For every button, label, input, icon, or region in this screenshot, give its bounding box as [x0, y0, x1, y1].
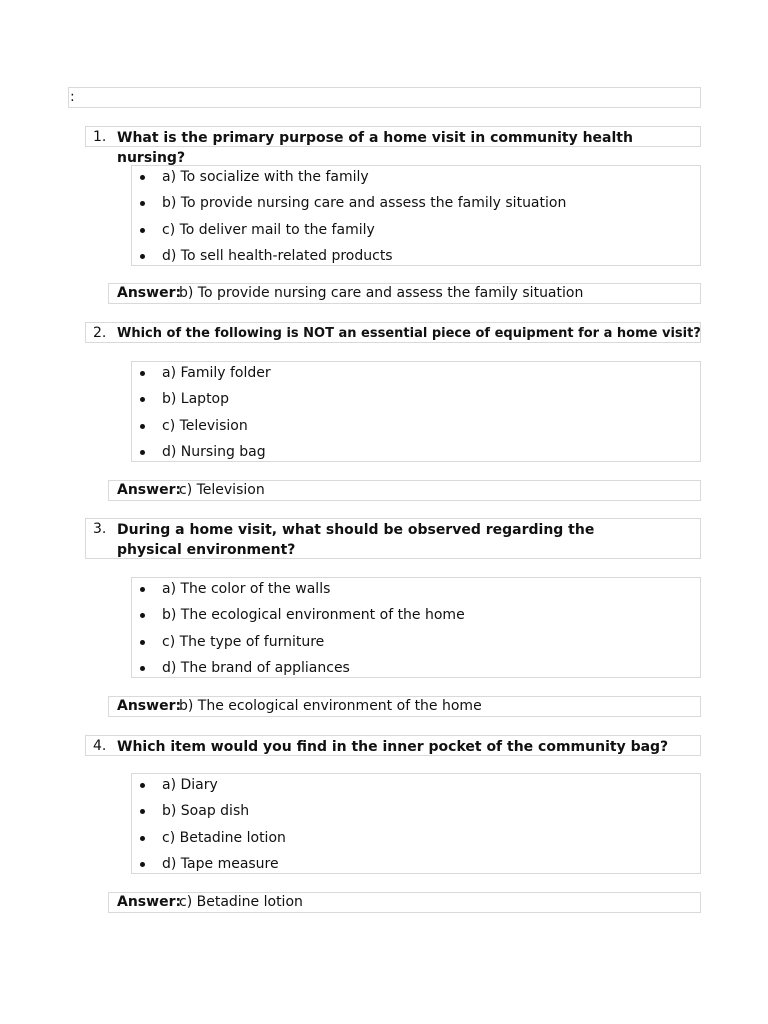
bullet-icon: [140, 640, 145, 645]
option-item: a) The color of the walls: [132, 579, 700, 599]
answer-text: b) To provide nursing care and assess the family situation: [179, 285, 584, 301]
bullet-icon: [140, 666, 145, 671]
options-list-4: [131, 773, 701, 874]
answer-line-2: [108, 480, 701, 501]
option-item: c) Betadine lotion: [132, 828, 700, 848]
answer-line-1: [108, 283, 701, 304]
answer-text: b) The ecological environment of the home: [179, 698, 482, 714]
question-number: 1.: [93, 129, 107, 145]
options-list-3: [131, 577, 701, 678]
option-item: b) Laptop: [132, 389, 700, 409]
options-list-2: [131, 361, 701, 462]
question-3: [85, 518, 701, 559]
bullet-icon: [140, 175, 145, 180]
question-text: What is the primary purpose of a home visit in community health nursing?: [117, 130, 633, 166]
bullet-icon: [140, 424, 145, 429]
bullet-icon: [140, 371, 145, 376]
question-4: [85, 735, 701, 756]
bullet-icon: [140, 254, 145, 259]
intro-text: :: [70, 89, 75, 105]
option-item: c) Television: [132, 416, 700, 436]
bullet-icon: [140, 783, 145, 788]
option-item: c) To deliver mail to the family: [132, 220, 700, 240]
answer-label: Answer:: [117, 894, 182, 910]
question-number: 2.: [93, 325, 107, 341]
bullet-icon: [140, 228, 145, 233]
option-item: a) Family folder: [132, 363, 700, 383]
bullet-icon: [140, 201, 145, 206]
question-text: Which item would you find in the inner pocket of the community bag?: [117, 739, 669, 755]
question-text: During a home visit, what should be observed regarding the physical environment?: [117, 522, 595, 558]
answer-text: c) Betadine lotion: [179, 894, 303, 910]
option-item: b) The ecological environment of the home: [132, 605, 700, 625]
question-number: 3.: [93, 521, 107, 537]
intro-line: [68, 87, 701, 108]
option-item: b) Soap dish: [132, 801, 700, 821]
answer-text: c) Television: [179, 482, 265, 498]
bullet-icon: [140, 450, 145, 455]
options-list-1: [131, 165, 701, 266]
bullet-icon: [140, 836, 145, 841]
bullet-icon: [140, 809, 145, 814]
bullet-icon: [140, 587, 145, 592]
bullet-icon: [140, 613, 145, 618]
option-item: d) The brand of appliances: [132, 658, 700, 678]
option-item: a) To socialize with the family: [132, 167, 700, 187]
option-item: c) The type of furniture: [132, 632, 700, 652]
answer-line-4: [108, 892, 701, 913]
bullet-icon: [140, 397, 145, 402]
answer-label: Answer:: [117, 285, 182, 301]
option-item: d) Nursing bag: [132, 442, 700, 462]
option-item: b) To provide nursing care and assess the family situation: [132, 193, 700, 213]
question-1: [85, 126, 701, 166]
question-text: Which of the following is NOT an essential piece of equipment for a home visit?: [117, 326, 701, 341]
answer-line-3: [108, 696, 701, 717]
option-item: d) To sell health-related products: [132, 246, 700, 266]
answer-label: Answer:: [117, 698, 182, 714]
answer-label: Answer:: [117, 482, 182, 498]
option-item: a) Diary: [132, 775, 700, 795]
question-2: [85, 322, 701, 343]
option-item: d) Tape measure: [132, 854, 700, 874]
bullet-icon: [140, 862, 145, 867]
question-number: 4.: [93, 738, 107, 754]
